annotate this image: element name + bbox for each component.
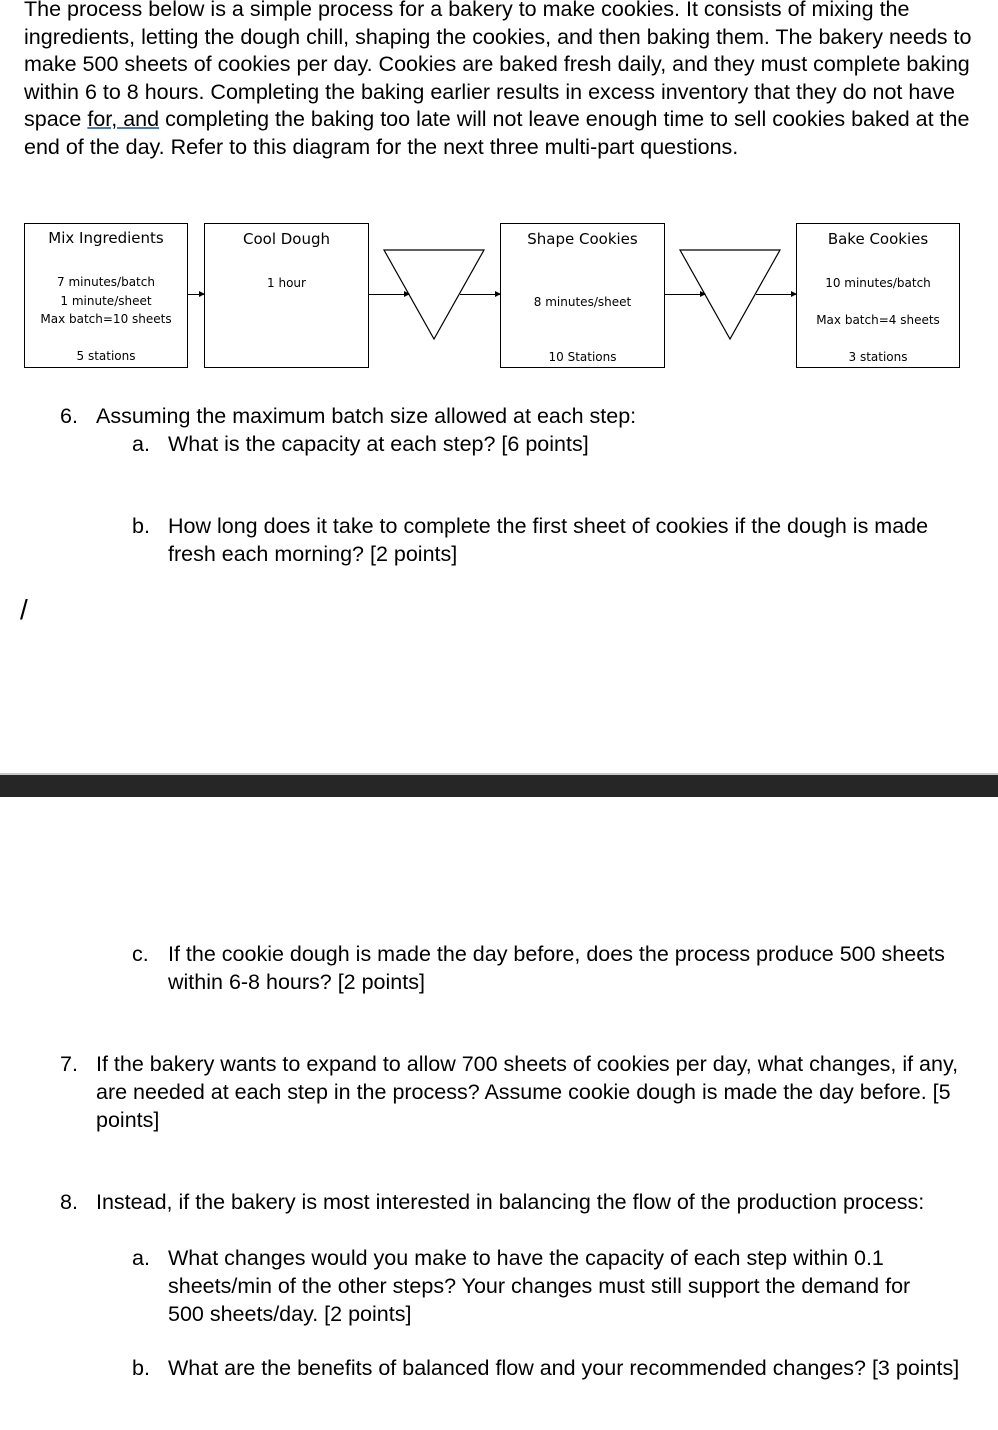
q6a-letter: a. (132, 432, 150, 456)
mix-ingredients-box (24, 223, 188, 368)
bake-time: 10 minutes/batch (825, 276, 931, 290)
arrow-inventory-to-bake (756, 294, 796, 295)
inventory-triangle-2 (680, 250, 780, 340)
bake-stations: 3 stations (848, 350, 908, 364)
question-7 (60, 1050, 960, 1134)
q7-number: 7. (60, 1052, 78, 1076)
question-8a (132, 1244, 952, 1328)
mix-max-batch: Max batch=10 sheets (40, 312, 172, 326)
q8-number: 8. (60, 1190, 78, 1214)
q8b-text: What are the benefits of balanced flow and your recommended changes? [3 points] (168, 1356, 960, 1380)
q6b-letter: b. (132, 514, 150, 538)
q8a-text: What changes would you make to have the capacity of each step within 0.1 sheets/min of the other steps? Your changes must still support the demand for 500 sheets/day. [2 points] (168, 1246, 911, 1326)
q8b-letter: b. (132, 1356, 150, 1380)
arrow-mix-to-cool (188, 294, 204, 295)
question-6b (132, 512, 962, 568)
mix-title: Mix Ingredients (48, 229, 164, 247)
cool-time: 1 hour (267, 276, 306, 290)
q8a-letter: a. (132, 1246, 150, 1270)
question-8 (60, 1188, 950, 1216)
stray-slash-mark: / (20, 594, 28, 625)
q8-text: Instead, if the bakery is most interested in balancing the flow of the production process: (96, 1190, 925, 1214)
q6a-text: What is the capacity at each step? [6 points] (168, 432, 589, 456)
q6-number: 6. (60, 404, 78, 428)
intro-paragraph (24, 0, 974, 162)
inventory-triangle-1 (384, 250, 484, 340)
bake-cookies-box (796, 223, 960, 368)
arrow-inventory-to-shape (460, 294, 500, 295)
mix-time-batch: 7 minutes/batch (57, 275, 155, 289)
shape-cookies-box (500, 223, 665, 368)
question-8b (132, 1354, 962, 1382)
q6c-letter: c. (132, 942, 149, 966)
intro-text-2: completing the baking too late will not leave enough time to sell cookies baked at the end of the day. Refer to this diagram for the next three multi-part questions. (24, 107, 970, 159)
intro-text-1: The process below is a simple process for a bakery to make cookies. It consists of mixing the ingredients, letting the dough chill, shaping the cookies, and then baking them. The bakery needs to make 500 sheets of cookies per day. Cookies are baked fresh daily, and they must complete baking within 6 to 8 hours. Completing the baking earlier results in excess inventory that they do not have space (24, 0, 972, 132)
shape-time: 8 minutes/sheet (533, 295, 632, 309)
q6c-text: If the cookie dough is made the day before, does the process produce 500 sheets within 6-8 hours? [2 points] (168, 942, 945, 994)
bake-title: Bake Cookies (827, 230, 929, 248)
mix-time-sheet: 1 minute/sheet (60, 294, 152, 308)
question-6c (132, 940, 972, 996)
q7-text: If the bakery wants to expand to allow 700 sheets of cookies per day, what changes, if any, are needed at each step in the process? Assume cookie dough is made the day before. [5 points] (96, 1052, 959, 1132)
question-6a (132, 430, 952, 458)
bake-max-batch: Max batch=4 sheets (816, 313, 940, 327)
cool-dough-box (204, 223, 369, 368)
page-break-bar (0, 775, 998, 797)
underlined-phrase: for, and (87, 107, 160, 132)
shape-title: Shape Cookies (527, 230, 638, 248)
question-6 (60, 402, 960, 430)
q6-text: Assuming the maximum batch size allowed at each step: (96, 404, 637, 428)
q6b-text: How long does it take to complete the first sheet of cookies if the dough is made fresh each morning? [2 points] (168, 514, 929, 566)
cool-title: Cool Dough (242, 230, 331, 248)
mix-stations: 5 stations (76, 349, 136, 363)
shape-stations: 10 Stations (548, 350, 617, 364)
